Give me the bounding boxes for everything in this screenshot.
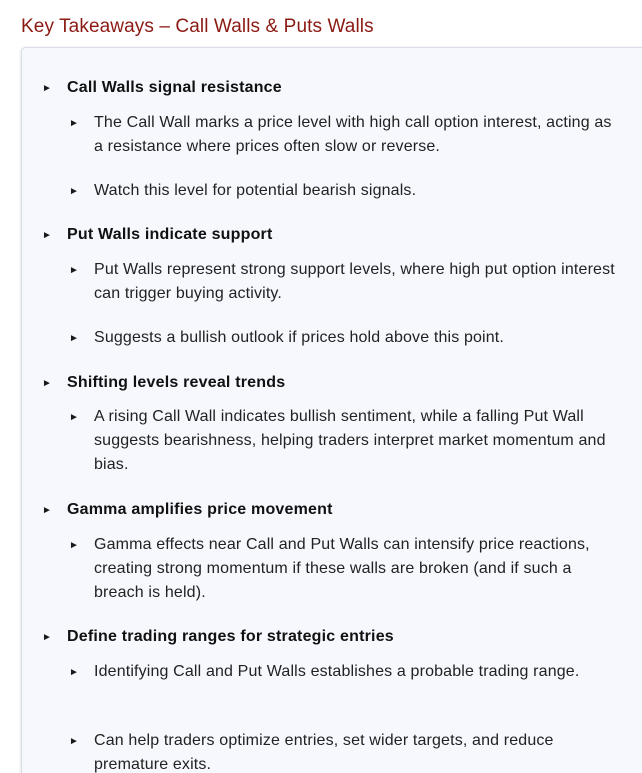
arrow-right-icon: ► bbox=[42, 632, 52, 643]
takeaway-heading: Call Walls signal resistance bbox=[67, 79, 282, 96]
arrow-right-icon: ► bbox=[42, 83, 52, 94]
takeaway-point: Identifying Call and Put Walls establishes a probable trading range. bbox=[94, 663, 580, 680]
takeaway-point: Put Walls represent strong support levels, where high put option interest can trigger buying activity. bbox=[94, 261, 615, 302]
arrow-right-icon: ► bbox=[69, 118, 79, 129]
takeaway-point: Can help traders optimize entries, set wider targets, and reduce premature exits. bbox=[94, 732, 554, 773]
arrow-right-icon: ► bbox=[69, 667, 79, 678]
takeaway-point: The Call Wall marks a price level with high call option interest, acting as a resistance where prices often slow or reverse. bbox=[94, 114, 612, 155]
arrow-right-icon: ► bbox=[42, 378, 52, 389]
arrow-right-icon: ► bbox=[42, 230, 52, 241]
arrow-right-icon: ► bbox=[69, 265, 79, 276]
takeaway-point: Gamma effects near Call and Put Walls can intensify price reactions, creating strong momentum if these walls are broken (and if such a breach is held). bbox=[94, 536, 590, 601]
arrow-right-icon: ► bbox=[69, 412, 79, 423]
page-title: Key Takeaways – Call Walls & Puts Walls bbox=[21, 16, 374, 37]
takeaway-point: A rising Call Wall indicates bullish sentiment, while a falling Put Wall suggests bearishness, helping traders interpret market momentum and bias. bbox=[94, 408, 606, 473]
takeaway-point: Suggests a bullish outlook if prices hold above this point. bbox=[94, 329, 504, 346]
takeaway-heading: Put Walls indicate support bbox=[67, 226, 273, 243]
arrow-right-icon: ► bbox=[69, 736, 79, 747]
takeaway-heading: Gamma amplifies price movement bbox=[67, 501, 333, 518]
arrow-right-icon: ► bbox=[69, 186, 79, 197]
takeaway-heading: Shifting levels reveal trends bbox=[67, 374, 286, 391]
arrow-right-icon: ► bbox=[69, 540, 79, 551]
takeaway-point: Watch this level for potential bearish signals. bbox=[94, 182, 417, 199]
arrow-right-icon: ► bbox=[42, 505, 52, 516]
takeaway-heading: Define trading ranges for strategic entries bbox=[67, 628, 394, 645]
arrow-right-icon: ► bbox=[69, 333, 79, 344]
